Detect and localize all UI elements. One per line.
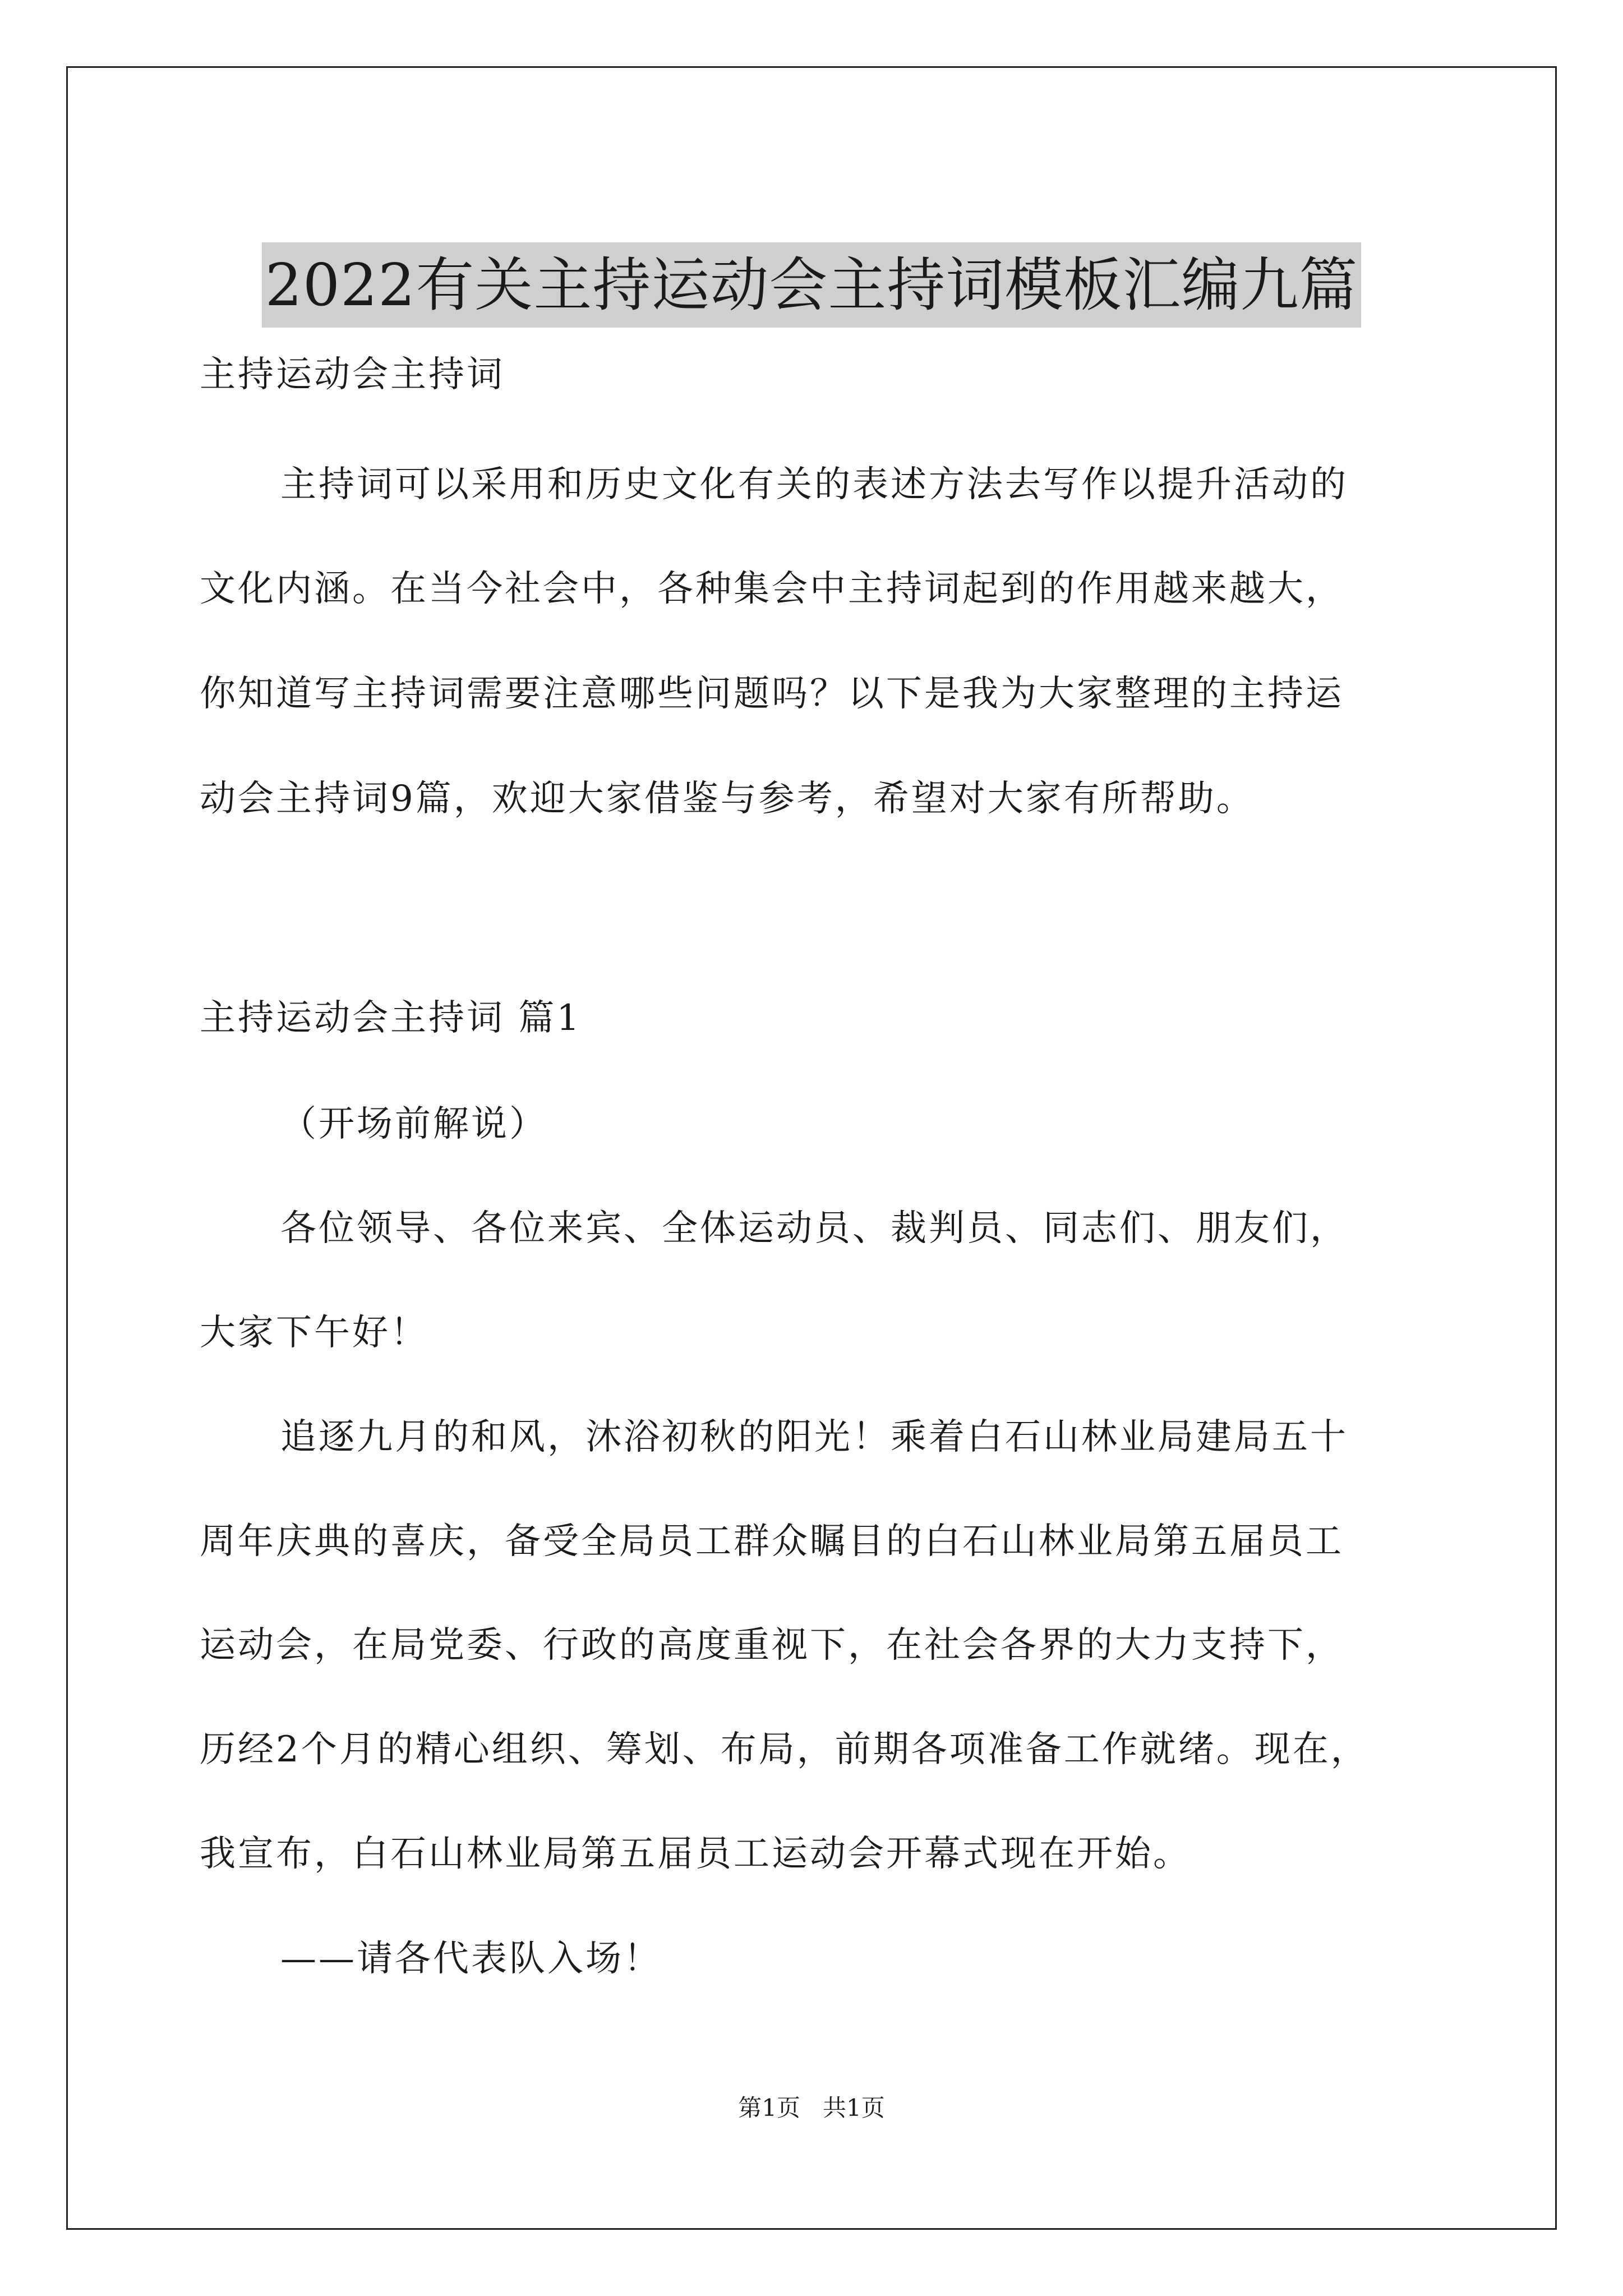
page-footer: 第1页 共1页 <box>738 2094 885 2122</box>
body-paragraph-line: 历经2个月的精心组织、筹划、布局，前期各项准备工作就绪。现在， <box>200 1729 1369 1770</box>
title-container <box>0 203 1623 366</box>
section-heading: 主持运动会主持词 篇1 <box>200 997 582 1039</box>
body-paragraph-line: 你知道写主持词需要注意哪些问题吗？以下是我为大家整理的主持运 <box>200 673 1344 715</box>
section-heading: 主持运动会主持词 <box>200 354 505 395</box>
body-paragraph-line: 周年庆典的喜庆，备受全局员工群众瞩目的白石山林业局第五届员工 <box>200 1521 1344 1562</box>
body-paragraph-line: （开场前解说） <box>280 1103 547 1145</box>
body-paragraph-line: 运动会，在局党委、行政的高度重视下，在社会各界的大力支持下， <box>200 1625 1344 1666</box>
document-title: 2022有关主持运动会主持词模板汇编九篇 <box>262 242 1362 328</box>
body-paragraph-line: 主持词可以采用和历史文化有关的表述方法去写作以提升活动的 <box>280 464 1348 505</box>
body-paragraph-line: ——请各代表队入场！ <box>280 1938 662 1980</box>
body-paragraph-line: 文化内涵。在当今社会中，各种集会中主持词起到的作用越来越大， <box>200 568 1344 610</box>
body-paragraph-line: 我宣布，白石山林业局第五届员工运动会开幕式现在开始。 <box>200 1833 1191 1875</box>
body-paragraph-line: 各位领导、各位来宾、全体运动员、裁判员、同志们、朋友们， <box>280 1208 1348 1249</box>
body-paragraph-line: 大家下午好！ <box>200 1312 428 1354</box>
body-paragraph-line: 追逐九月的和风，沐浴初秋的阳光！乘着白石山林业局建局五十 <box>280 1416 1348 1458</box>
body-paragraph-line: 动会主持词9篇，欢迎大家借鉴与参考，希望对大家有所帮助。 <box>200 778 1255 820</box>
